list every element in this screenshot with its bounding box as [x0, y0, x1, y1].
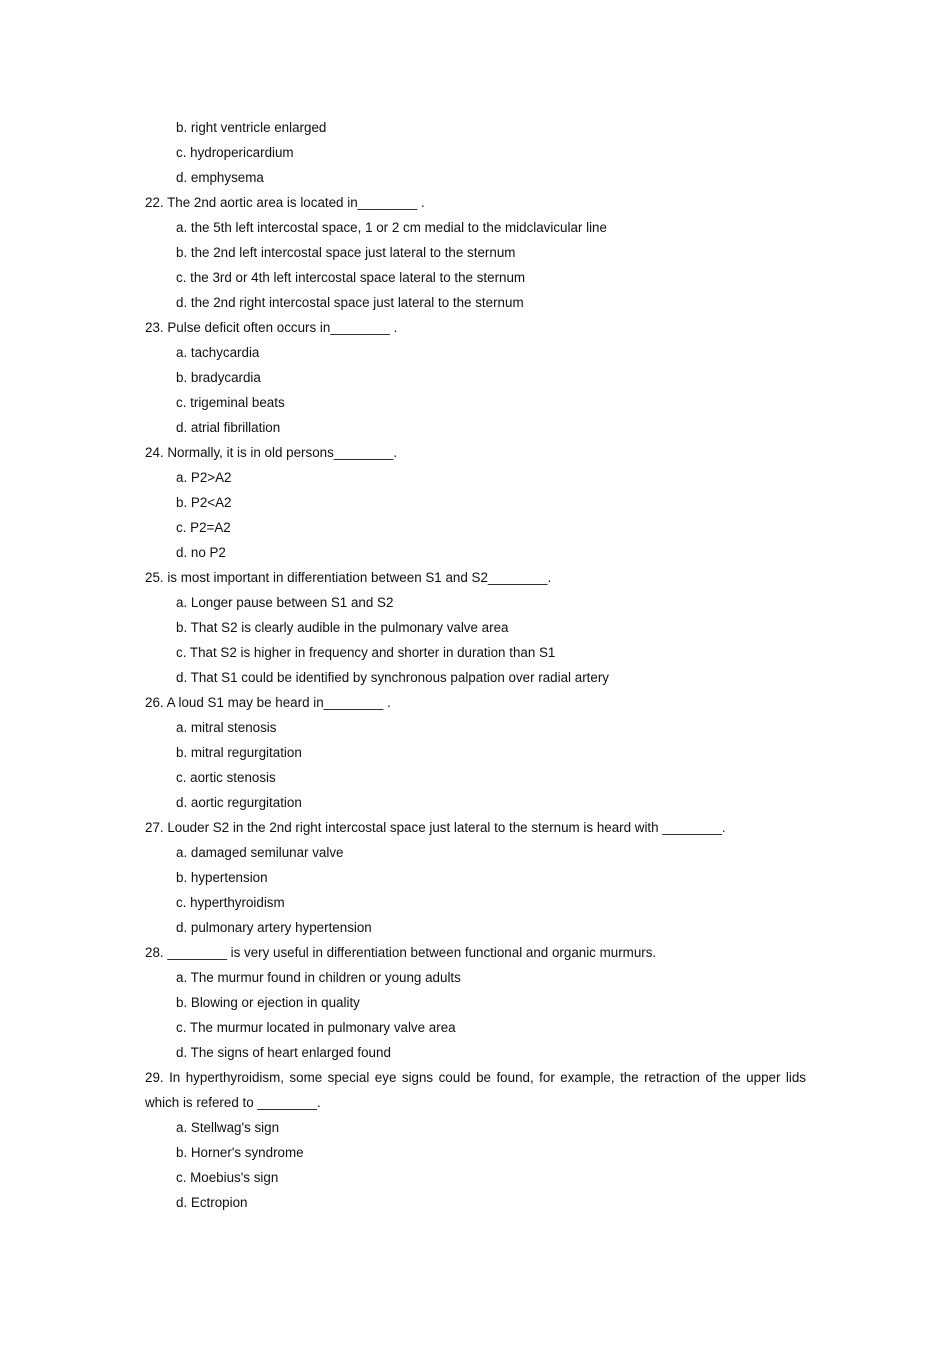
option-22-a: a. the 5th left intercostal space, 1 or 2 cm medial to the midclavicular line: [176, 220, 607, 235]
question-28: 28. ________ is very useful in differentiation between functional and organic murmurs.: [145, 945, 657, 960]
option-26-d: d. aortic regurgitation: [176, 795, 302, 810]
option-28-b: b. Blowing or ejection in quality: [176, 995, 360, 1010]
option-25-b: b. That S2 is clearly audible in the pulmonary valve area: [176, 620, 509, 635]
option-29-d: d. Ectropion: [176, 1195, 248, 1210]
option-28-a: a. The murmur found in children or young adults: [176, 970, 461, 985]
option-24-b: b. P2<A2: [176, 495, 232, 510]
option-24-d: d. no P2: [176, 545, 226, 560]
document-page: [0, 115, 952, 1215]
option-22-d: d. the 2nd right intercostal space just lateral to the sternum: [176, 295, 524, 310]
option-26-b: b. mitral regurgitation: [176, 745, 302, 760]
option-22-b: b. the 2nd left intercostal space just lateral to the sternum: [176, 245, 516, 260]
option-23-a: a. tachycardia: [176, 345, 260, 360]
option-26-c: c. aortic stenosis: [176, 770, 276, 785]
option-28-d: d. The signs of heart enlarged found: [176, 1045, 391, 1060]
option-21-c: c. hydropericardium: [176, 145, 294, 160]
option-21-b: b. right ventricle enlarged: [176, 120, 327, 135]
question-26: 26. A loud S1 may be heard in________ .: [145, 695, 391, 710]
option-23-d: d. atrial fibrillation: [176, 420, 281, 435]
option-29-b: b. Horner's syndrome: [176, 1145, 304, 1160]
option-21-d: d. emphysema: [176, 170, 264, 185]
option-25-c: c. That S2 is higher in frequency and shorter in duration than S1: [176, 645, 556, 660]
option-22-c: c. the 3rd or 4th left intercostal space lateral to the sternum: [176, 270, 526, 285]
question-29: 29. In hyperthyroidism, some special eye signs could be found, for example, the retraction of the upper lids which is refered to ________.: [145, 1070, 806, 1110]
option-27-c: c. hyperthyroidism: [176, 895, 285, 910]
option-25-a: a. Longer pause between S1 and S2: [176, 595, 394, 610]
option-23-b: b. bradycardia: [176, 370, 261, 385]
option-27-b: b. hypertension: [176, 870, 268, 885]
option-27-a: a. damaged semilunar valve: [176, 845, 344, 860]
option-28-c: c. The murmur located in pulmonary valve area: [176, 1020, 456, 1035]
option-23-c: c. trigeminal beats: [176, 395, 285, 410]
question-22: 22. The 2nd aortic area is located in________ .: [145, 195, 425, 210]
option-24-c: c. P2=A2: [176, 520, 231, 535]
question-23: 23. Pulse deficit often occurs in________ .: [145, 320, 398, 335]
option-29-c: c. Moebius's sign: [176, 1170, 279, 1185]
option-25-d: d. That S1 could be identified by synchronous palpation over radial artery: [176, 670, 609, 685]
question-24: 24. Normally, it is in old persons________.: [145, 445, 398, 460]
option-29-a: a. Stellwag's sign: [176, 1120, 280, 1135]
option-24-a: a. P2>A2: [176, 470, 232, 485]
question-25: 25. is most important in differentiation between S1 and S2________.: [145, 570, 552, 585]
option-27-d: d. pulmonary artery hypertension: [176, 920, 372, 935]
option-26-a: a. mitral stenosis: [176, 720, 277, 735]
question-27: 27. Louder S2 in the 2nd right intercostal space just lateral to the sternum is heard with ________.: [145, 820, 726, 835]
